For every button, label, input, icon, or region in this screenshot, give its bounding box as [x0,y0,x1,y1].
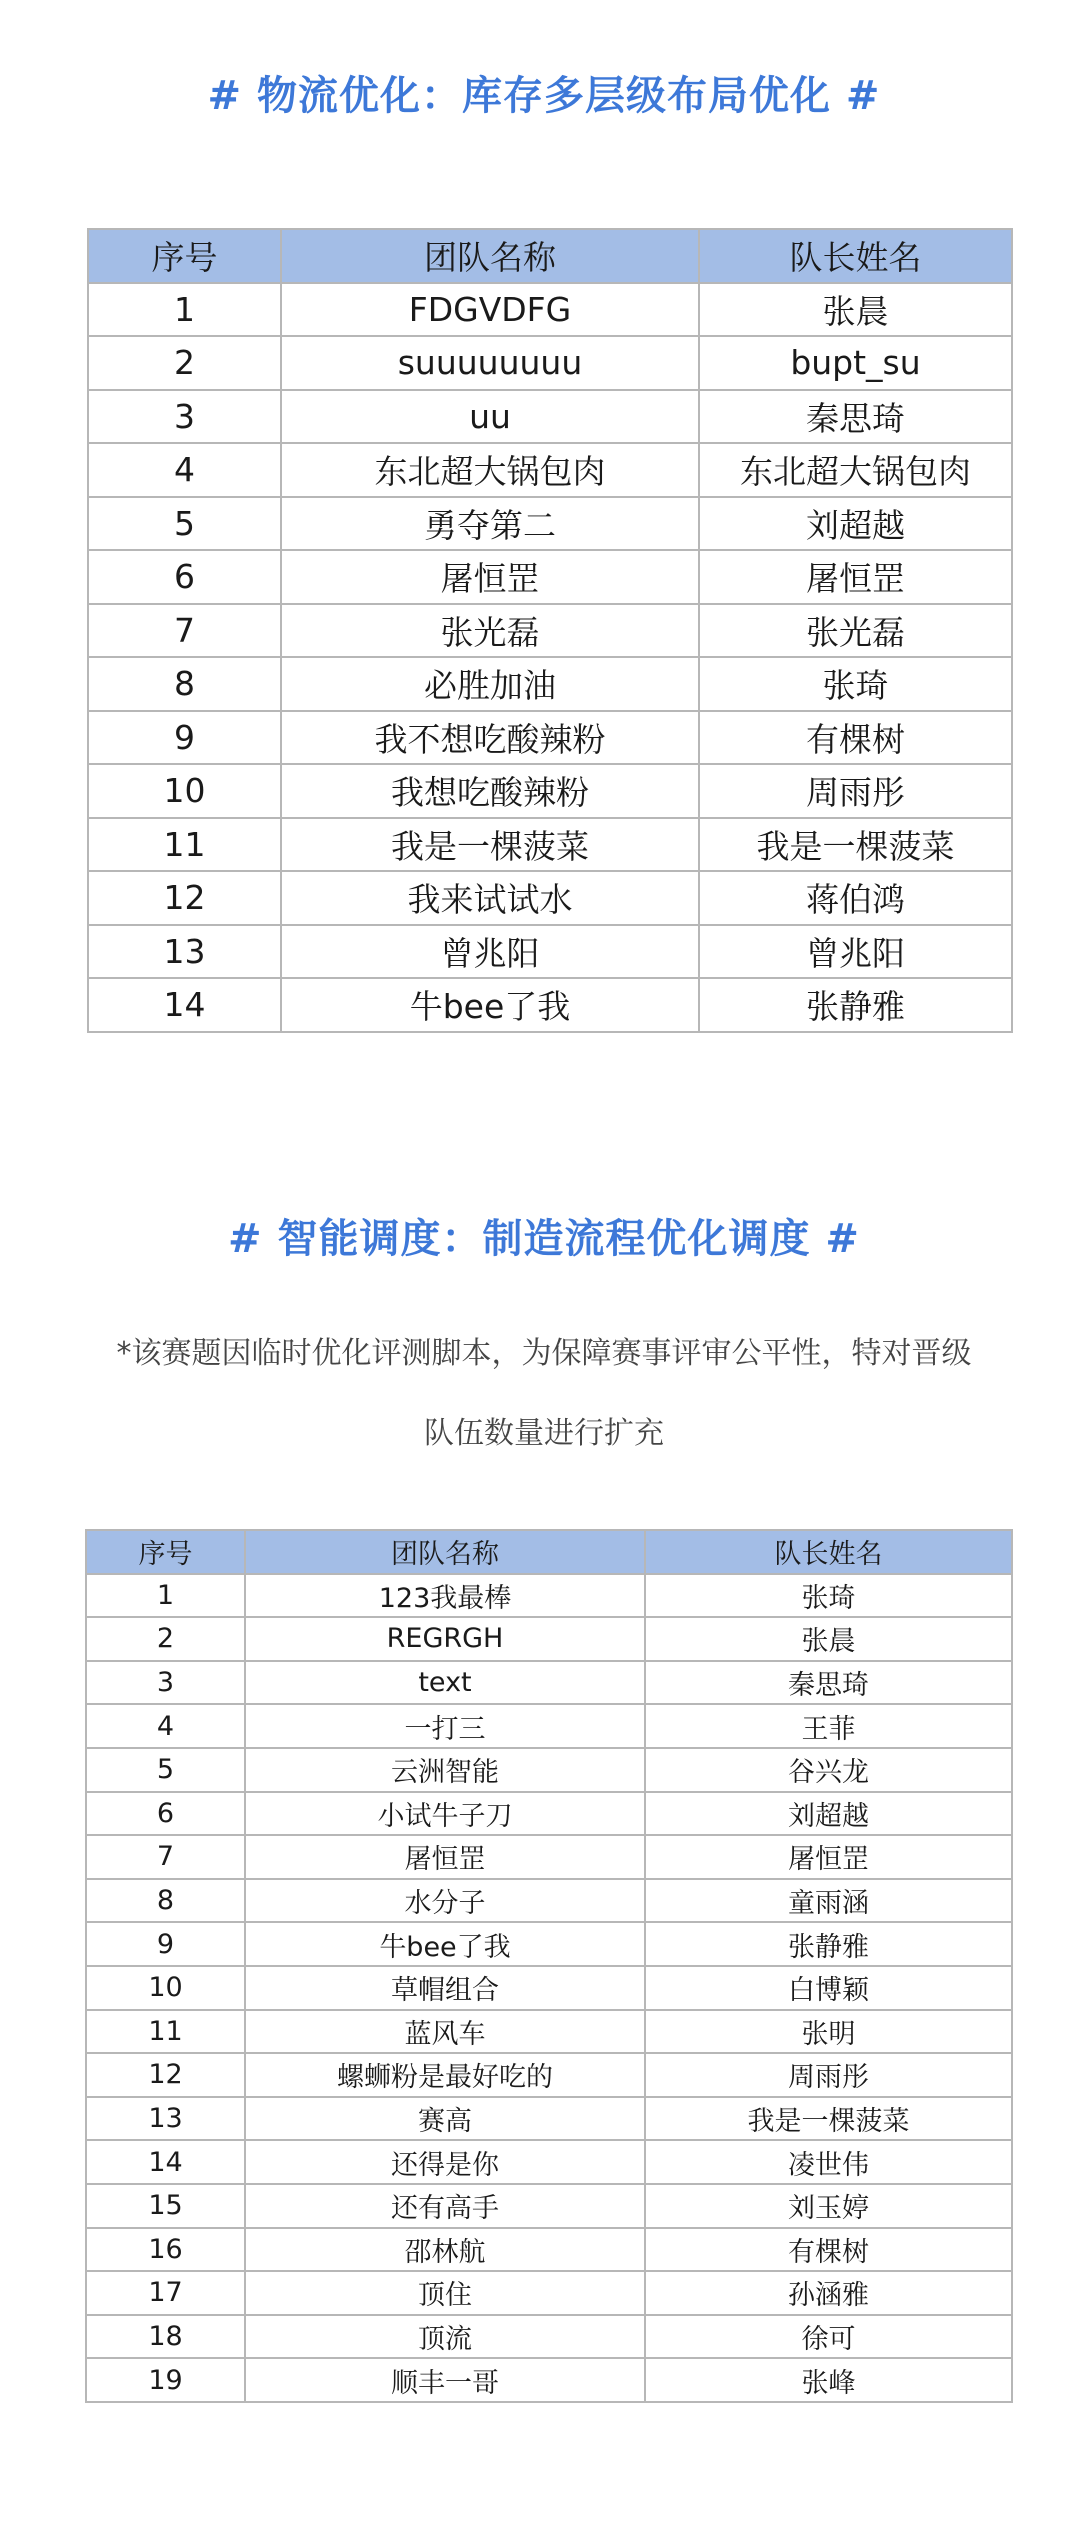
cell-index: 14 [86,2140,245,2184]
table-row [88,764,1012,818]
table-row [86,1704,1012,1748]
table-row [86,2053,1012,2097]
cell-captain-name: 童雨涵 [645,1879,1012,1923]
cell-captain-name: 周雨彤 [645,2053,1012,2097]
table-row [86,1922,1012,1966]
cell-index: 13 [88,925,281,979]
table-row [86,2184,1012,2228]
cell-index: 9 [86,1922,245,1966]
table-header-row [86,1530,1012,1574]
table-row [86,2010,1012,2054]
cell-captain-name: 秦思琦 [699,390,1012,444]
cell-index: 10 [86,1966,245,2010]
cell-team-name: 还得是你 [245,2140,645,2184]
cell-team-name: 屠恒罡 [281,550,699,604]
cell-team-name: 草帽组合 [245,1966,645,2010]
cell-captain-name: 刘超越 [699,497,1012,551]
cell-team-name: REGRGH [245,1617,645,1661]
table-row [88,871,1012,925]
cell-team-name: 螺蛳粉是最好吃的 [245,2053,645,2097]
table-row [86,1879,1012,1923]
cell-index: 13 [86,2097,245,2141]
table-row [88,443,1012,497]
cell-captain-name: 刘玉婷 [645,2184,1012,2228]
cell-index: 5 [88,497,281,551]
table-row [86,1748,1012,1792]
cell-captain-name: 有棵树 [645,2228,1012,2272]
cell-captain-name: 谷兴龙 [645,1748,1012,1792]
cell-team-name: 顶住 [245,2271,645,2315]
cell-team-name: 蓝风车 [245,2010,645,2054]
cell-captain-name: 张静雅 [699,978,1012,1032]
scheduling-table-body [86,1574,1012,2402]
section-title-logistics: # 物流优化：库存多层级布局优化 # [207,73,881,119]
table-row [88,711,1012,765]
cell-team-name: text [245,1661,645,1705]
header-index: 序号 [86,1530,245,1574]
cell-captain-name: 张光磊 [699,604,1012,658]
cell-index: 11 [88,818,281,872]
cell-captain-name: 张琦 [645,1574,1012,1618]
cell-captain-name: 张峰 [645,2358,1012,2402]
cell-index: 1 [88,283,281,337]
table-row [88,604,1012,658]
cell-team-name: 东北超大锅包肉 [281,443,699,497]
table-row [86,2358,1012,2402]
cell-team-name: FDGVDFG [281,283,699,337]
scheduling-teams-table [85,1529,1013,2403]
cell-index: 7 [86,1835,245,1879]
cell-captain-name: 白博颖 [645,1966,1012,2010]
table-row [86,1835,1012,1879]
cell-team-name: 还有高手 [245,2184,645,2228]
table-row [88,390,1012,444]
cell-index: 9 [88,711,281,765]
header-captain-name: 队长姓名 [699,229,1012,283]
cell-captain-name: 有棵树 [699,711,1012,765]
cell-index: 4 [88,443,281,497]
header-team-name: 团队名称 [281,229,699,283]
table-row [88,283,1012,337]
cell-team-name: 牛bee了我 [281,978,699,1032]
table-header-row [88,229,1012,283]
cell-index: 17 [86,2271,245,2315]
cell-captain-name: 蒋伯鸿 [699,871,1012,925]
cell-index: 2 [88,336,281,390]
cell-captain-name: 我是一棵菠菜 [699,818,1012,872]
table-row [86,2271,1012,2315]
cell-index: 16 [86,2228,245,2272]
cell-team-name: 牛bee了我 [245,1922,645,1966]
cell-index: 2 [86,1617,245,1661]
cell-index: 14 [88,978,281,1032]
table-row [86,1574,1012,1618]
table-row [86,2140,1012,2184]
cell-team-name: suuuuuuuu [281,336,699,390]
table-row [86,1661,1012,1705]
table-row [88,550,1012,604]
cell-captain-name: 屠恒罡 [699,550,1012,604]
cell-index: 5 [86,1748,245,1792]
table-row [86,2228,1012,2272]
cell-team-name: 我想吃酸辣粉 [281,764,699,818]
cell-index: 7 [88,604,281,658]
header-index: 序号 [88,229,281,283]
table-row [88,925,1012,979]
table-row [86,2097,1012,2141]
cell-index: 12 [88,871,281,925]
cell-team-name: 顶流 [245,2315,645,2359]
table-row [88,497,1012,551]
logistics-table-body [88,283,1012,1032]
cell-index: 15 [86,2184,245,2228]
cell-index: 19 [86,2358,245,2402]
cell-captain-name: 屠恒罡 [645,1835,1012,1879]
cell-team-name: 屠恒罡 [245,1835,645,1879]
header-team-name: 团队名称 [245,1530,645,1574]
cell-captain-name: 东北超大锅包肉 [699,443,1012,497]
cell-team-name: 张光磊 [281,604,699,658]
cell-index: 10 [88,764,281,818]
cell-captain-name: 我是一棵菠菜 [645,2097,1012,2141]
cell-index: 8 [86,1879,245,1923]
cell-captain-name: 秦思琦 [645,1661,1012,1705]
cell-team-name: 一打三 [245,1704,645,1748]
cell-captain-name: 凌世伟 [645,2140,1012,2184]
cell-team-name: 小试牛子刀 [245,1792,645,1836]
cell-team-name: uu [281,390,699,444]
cell-team-name: 我不想吃酸辣粉 [281,711,699,765]
cell-captain-name: 徐可 [645,2315,1012,2359]
table-row [86,1966,1012,2010]
table-row [86,2315,1012,2359]
cell-index: 6 [88,550,281,604]
cell-captain-name: bupt_su [699,336,1012,390]
cell-index: 1 [86,1574,245,1618]
expansion-note-line2: 队伍数量进行扩充 [424,1416,664,1451]
cell-index: 11 [86,2010,245,2054]
cell-team-name: 我来试试水 [281,871,699,925]
expansion-note-line1: *该赛题因临时优化评测脚本，为保障赛事评审公平性，特对晋级 [116,1336,972,1371]
table-row [86,1617,1012,1661]
cell-index: 3 [86,1661,245,1705]
cell-captain-name: 张晨 [645,1617,1012,1661]
table-row [88,336,1012,390]
cell-team-name: 必胜加油 [281,657,699,711]
logistics-teams-table [87,228,1013,1033]
cell-team-name: 赛高 [245,2097,645,2141]
cell-captain-name: 张静雅 [645,1922,1012,1966]
cell-index: 8 [88,657,281,711]
cell-captain-name: 张晨 [699,283,1012,337]
cell-captain-name: 曾兆阳 [699,925,1012,979]
cell-team-name: 曾兆阳 [281,925,699,979]
cell-index: 6 [86,1792,245,1836]
cell-captain-name: 张明 [645,2010,1012,2054]
cell-team-name: 顺丰一哥 [245,2358,645,2402]
table-row [88,978,1012,1032]
cell-captain-name: 周雨彤 [699,764,1012,818]
cell-index: 3 [88,390,281,444]
table-row [88,657,1012,711]
table-row [86,1792,1012,1836]
section-title-scheduling: # 智能调度：制造流程优化调度 # [228,1216,860,1262]
cell-captain-name: 张琦 [699,657,1012,711]
cell-team-name: 邵林航 [245,2228,645,2272]
cell-team-name: 勇夺第二 [281,497,699,551]
cell-captain-name: 王菲 [645,1704,1012,1748]
table-row [88,818,1012,872]
cell-index: 4 [86,1704,245,1748]
cell-index: 12 [86,2053,245,2097]
cell-index: 18 [86,2315,245,2359]
cell-team-name: 123我最棒 [245,1574,645,1618]
header-captain-name: 队长姓名 [645,1530,1012,1574]
cell-team-name: 水分子 [245,1879,645,1923]
cell-team-name: 我是一棵菠菜 [281,818,699,872]
cell-captain-name: 孙涵雅 [645,2271,1012,2315]
cell-team-name: 云洲智能 [245,1748,645,1792]
cell-captain-name: 刘超越 [645,1792,1012,1836]
